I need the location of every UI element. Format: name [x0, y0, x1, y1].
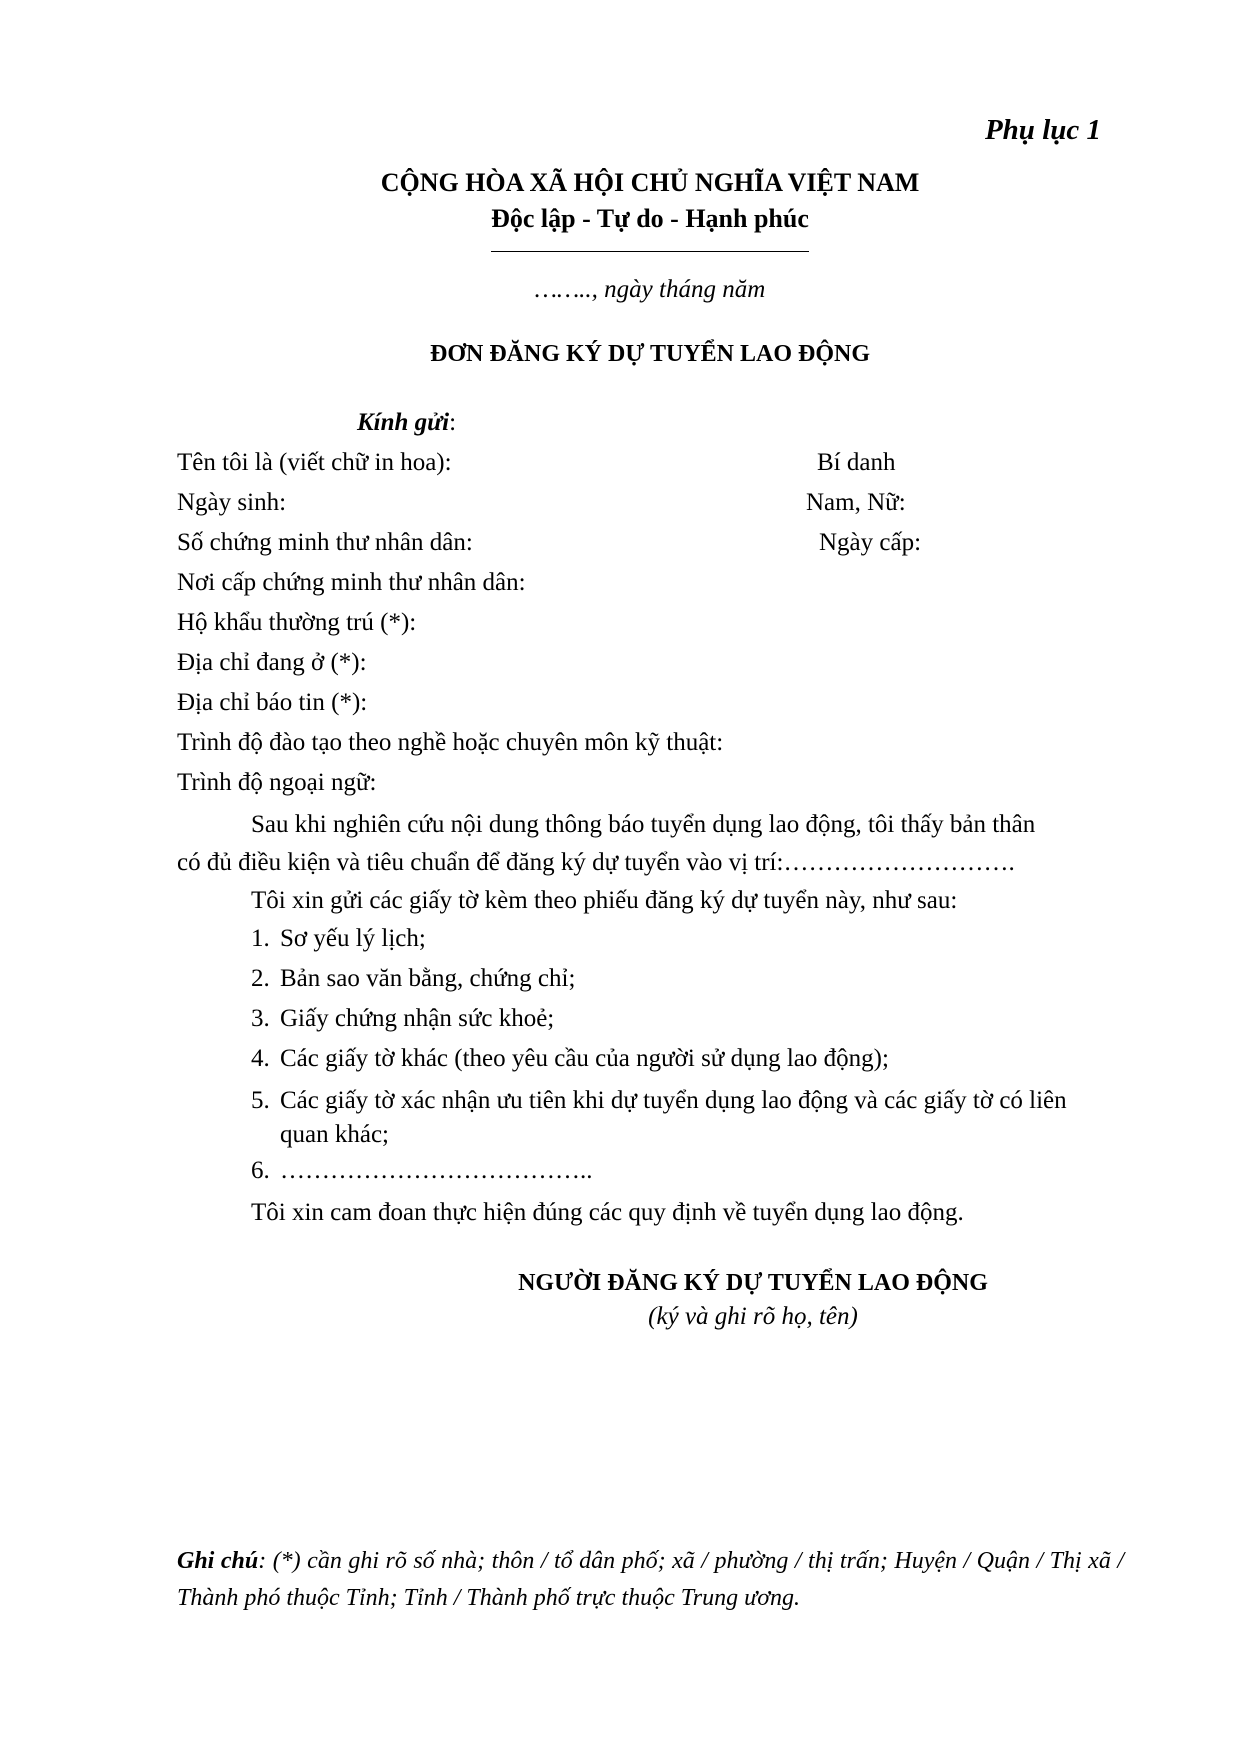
field-current-address: Địa chỉ đang ở (*):: [177, 649, 367, 676]
body-paragraph-2: Tôi xin gửi các giấy tờ kèm theo phiếu đăng ký dự tuyển này, như sau:: [251, 887, 958, 914]
header-underline: [491, 251, 809, 252]
salutation-colon: :: [449, 409, 457, 436]
list-item: 2. Bản sao văn bằng, chứng chỉ;: [251, 965, 576, 992]
footnote-text: : (*) cần ghi rõ số nhà; thôn / tổ dân phố; xã / phường / thị trấn; Huyện / Quận / Thị xã / Thành phó thuộc Tỉnh; Tỉnh / Thành phố trực thuộc Trung ương.: [177, 1548, 1125, 1611]
salutation-label: Kính gửi: [357, 409, 450, 436]
list-item: 4. Các giấy tờ khác (theo yêu cầu của người sử dụng lao động);: [251, 1045, 889, 1072]
signature-note: (ký và ghi rõ họ, tên): [648, 1303, 858, 1330]
form-title: ĐƠN ĐĂNG KÝ DỰ TUYỂN LAO ĐỘNG: [429, 341, 870, 367]
field-gender: Nam, Nữ:: [806, 489, 906, 516]
list-item-continuation: quan khác;: [280, 1121, 389, 1148]
list-item: 6. ………………………………..: [251, 1157, 593, 1184]
body-paragraph-1-line-1: Sau khi nghiên cứu nội dung thông báo tuyển dụng lao động, tôi thấy bản thân: [251, 811, 1036, 838]
appendix-label: Phụ lục 1: [984, 114, 1101, 146]
field-birth-date: Ngày sinh:: [177, 489, 287, 516]
salutation: [357, 409, 456, 437]
national-motto: Độc lập - Tự do - Hạnh phúc: [491, 204, 809, 233]
field-issue-place: Nơi cấp chứng minh thư nhân dân:: [177, 569, 526, 596]
field-alias: Bí danh: [817, 449, 896, 476]
field-training-level: Trình độ đào tạo theo nghề hoặc chuyên môn kỹ thuật:: [177, 729, 724, 756]
date-line: …….., ngày tháng năm: [534, 276, 766, 303]
body-paragraph-1-line-2: có đủ điều kiện và tiêu chuẩn để đăng ký dự tuyển vào vị trí:……………………….: [177, 849, 1015, 876]
field-full-name: Tên tôi là (viết chữ in hoa):: [177, 449, 452, 476]
footnote: [177, 1543, 1124, 1617]
list-item: 5. Các giấy tờ xác nhận ưu tiên khi dự tuyển dụng lao động và các giấy tờ có liên: [251, 1087, 1067, 1114]
field-issue-date: Ngày cấp:: [819, 529, 922, 556]
signer-title: NGƯỜI ĐĂNG KÝ DỰ TUYỂN LAO ĐỘNG: [518, 1270, 988, 1296]
list-item: 1. Sơ yếu lý lịch;: [251, 925, 426, 952]
field-contact-address: Địa chỉ báo tin (*):: [177, 689, 368, 716]
national-title: CỘNG HÒA XÃ HỘI CHỦ NGHĨA VIỆT NAM: [380, 168, 920, 197]
field-language-level: Trình độ ngoại ngữ:: [177, 769, 377, 796]
field-id-number: Số chứng minh thư nhân dân:: [177, 529, 473, 556]
footnote-label: Ghi chú: [177, 1548, 259, 1574]
field-permanent-residence: Hộ khẩu thường trú (*):: [177, 609, 417, 636]
commitment-line: Tôi xin cam đoan thực hiện đúng các quy định về tuyển dụng lao động.: [251, 1199, 964, 1226]
list-item: 3. Giấy chứng nhận sức khoẻ;: [251, 1005, 555, 1032]
